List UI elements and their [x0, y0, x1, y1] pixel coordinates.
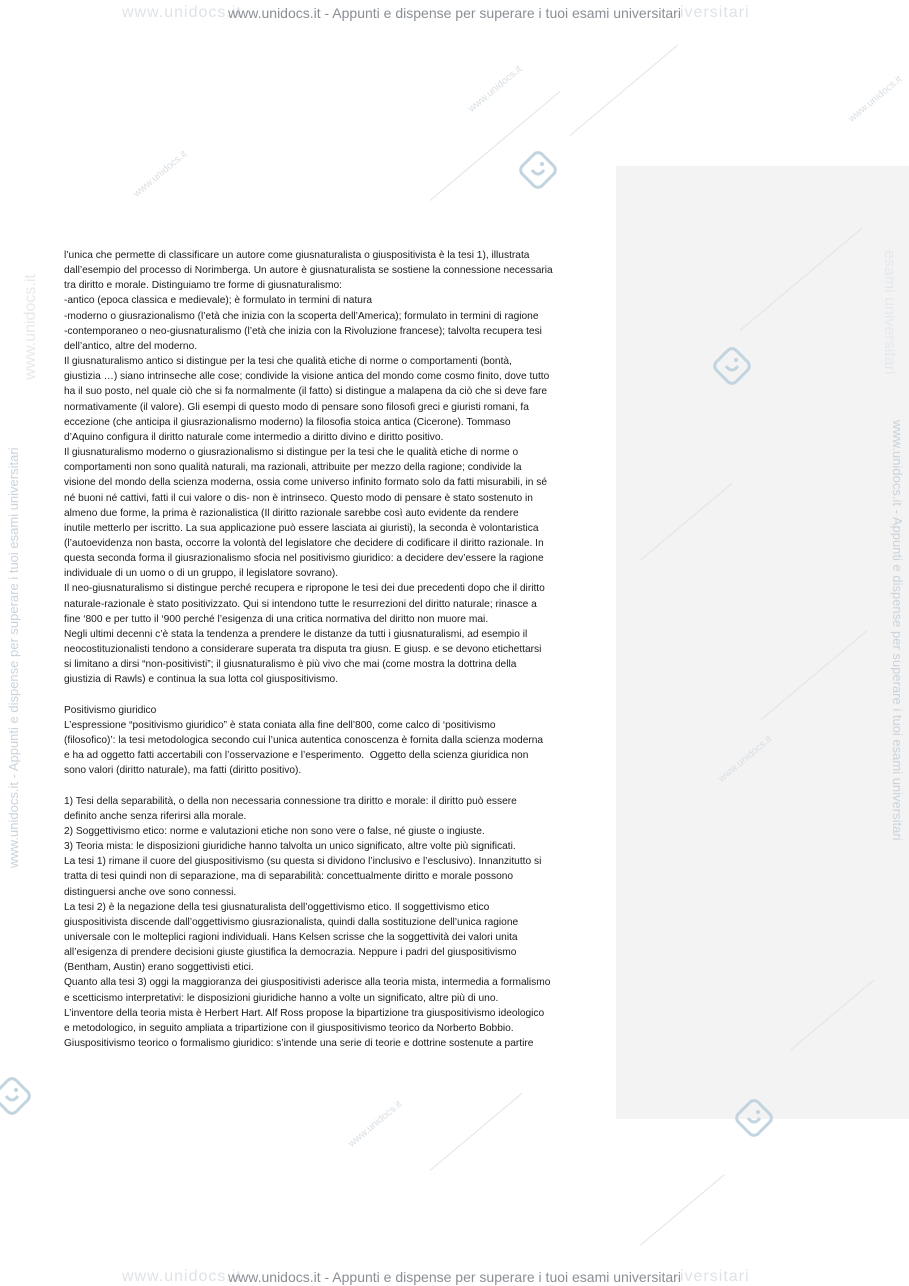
header-watermark-ghost: www.unidocs.it	[122, 4, 242, 21]
text-line: (l’autoevidenza non basta, occorre la volontà del legislatore che decidere di codificare il diritto razionale. In	[64, 537, 544, 549]
text-line: né buoni né cattivi, fatti il cui valore o dis- non è intrinseco. Questo modo di pensare è stato sostenuto in	[64, 492, 533, 504]
blank-line	[64, 778, 612, 793]
unidocs-logo-icon	[712, 346, 752, 386]
text-line: e metodologico, in seguito ampliata a tripartizione con il giuspositivismo teorico da Norberto Bobbio.	[64, 1022, 514, 1034]
text-line: -moderno o giusrazionalismo (l’età che inizia con la scoperta dell’America); formulato in termini di ragione	[64, 310, 539, 322]
text-line: dell’antico, altre del moderno.	[64, 340, 198, 352]
text-line: si limitano a dirsi “non-positivisti”; il giusnaturalismo è più vivo che mai (come mostra la dottrina della	[64, 659, 517, 671]
text-line: tra diritto e morale. Distinguiamo tre forme di giusnaturalismo:	[64, 280, 343, 292]
text-line: dall’esempio del processo di Norimberga. Un autore è giusnaturalista se sostiene la connessione necessaria	[64, 265, 553, 277]
text-line: neocostituzionalisti tendono a considerare superata tra disputa tra giusn. E giusp. e se devono etichettarsi	[64, 644, 542, 656]
text-line: 3) Teoria mista: le disposizioni giuridiche hanno talvolta un unico significato, altre volte più significati.	[64, 841, 516, 853]
left-watermark-ghost: www.unidocs.it	[22, 274, 39, 380]
text-line: e ha ad oggetto fatti accertabili con l’osservazione e l’esperimento. Oggetto della scienza giuridica non	[64, 750, 529, 762]
text-line: comportamenti non sono qualità naturali, ma razionali, attribuite per mezzo della ragione; condivide la	[64, 462, 522, 474]
text-line: definito anche senza riferirsi alla morale.	[64, 810, 247, 822]
header-watermark-text: www.unidocs.it - Appunti e dispense per superare i tuoi esami universitari	[228, 5, 681, 21]
text-line: fine ‘800 e per tutto il ‘900 perché l’esigenza di una critica normativa del diritto non muore mai.	[64, 613, 489, 625]
text-line: Giuspositivismo teorico o formalismo giuridico: s’intende una serie di teorie e dottrine sostenute a partire	[64, 1038, 534, 1050]
text-line: Il giusnaturalismo moderno o giusrazionalismo si distingue per la tesi che le qualità etiche di norme o	[64, 447, 519, 459]
right-watermark-text: www.unidocs.it - Appunti e dispense per superare i tuoi esami universitari	[890, 420, 905, 841]
unidocs-logo-icon	[0, 1076, 32, 1116]
text-line: Il neo-giusnaturalismo si distingue perché recupera e ripropone le tesi dei due precedenti dopo che il diritto	[64, 583, 545, 595]
text-line: Quanto alla tesi 3) oggi la maggioranza dei giuspositivisti aderisce alla teoria mista, intermedia a formalismo	[64, 977, 551, 989]
text-line: l’unica che permette di classificare un autore come giusnaturalista o giuspositivista è la tesi 1), illustrata	[64, 250, 530, 261]
text-line: universale con le molteplici ragioni individuali. Hans Kelsen scrisse che la soggettività dei valori unita	[64, 932, 518, 943]
footer-watermark-ghost-right: iversitari	[680, 1268, 750, 1285]
header-watermark	[0, 2, 909, 24]
text-line: 1) Tesi della separabilità, o della non necessaria connessione tra diritto e morale: il diritto può essere	[64, 795, 517, 807]
text-line: individuale di un uomo o di un gruppo, il legislatore sovrano).	[64, 568, 339, 580]
text-line: questa seconda forma il giusrazionalismo sfocia nel positivismo giuridico: a decidere dev’essere la ragione	[64, 553, 544, 565]
watermark-line	[570, 45, 678, 136]
text-line: normativamente (il valore). Gli esempi di questo modo di pensare sono filosofi greci e giuristi romani, fa	[64, 401, 529, 413]
section-heading: Positivismo giuridico	[64, 704, 157, 716]
text-line: Negli ultimi decenni c’è stata la tendenza a prendere le distanze da tutti i giusnaturalismi, ad esempio il	[64, 628, 528, 640]
watermark-diagonal-text: www.unidocs.it	[466, 63, 525, 115]
left-watermark-text: www.unidocs.it - Appunti e dispense per superare i tuoi esami universitari	[6, 447, 21, 868]
text-line: all’esigenza di prendere decisioni giuste giustifica la democrazia. Neppure i padri del giuspositivismo	[64, 947, 517, 959]
text-line: Il giusnaturalismo antico si distingue per la tesi che qualità etiche di norme o comportamenti (bontà,	[64, 356, 512, 368]
header-watermark-ghost-right: iversitari	[680, 4, 750, 21]
text-line: L’espressione “positivismo giuridico” è stata coniata alla fine dell’800, come calco di ‘positivismo	[64, 719, 496, 731]
text-line: eccezione (che anticipa il giusrazionalismo moderno) la filosofia stoica antica (Cicerone). Tommaso	[64, 416, 511, 428]
text-line: L’inventore della teoria mista è Herbert Hart. Alf Ross propose la bipartizione tra giuspositivismo ideologico	[64, 1007, 545, 1019]
text-line: (Bentham, Austin) erano soggettivisti etici.	[64, 962, 254, 974]
watermark-line	[430, 1093, 523, 1171]
footer-watermark-text: www.unidocs.it - Appunti e dispense per superare i tuoi esami universitari	[228, 1269, 681, 1285]
footer-watermark-ghost: www.unidocs.it	[122, 1268, 242, 1285]
watermark-diagonal-text: www.unidocs.it	[846, 73, 905, 125]
watermark-line	[640, 1174, 725, 1245]
watermark-diagonal-text: www.unidocs.it	[716, 733, 775, 785]
text-line: inutile metterlo per iscritto. La sua applicazione può essere lasciata ai giuristi), la seconda è volontaristica	[64, 522, 539, 534]
text-line: tratta di tesi quindi non di separazione, ma di separabilità: concettualmente diritto e morale possono	[64, 871, 514, 883]
text-line: almeno due forme, la prima è razionalistica (Il diritto razionale sarebbe così auto evidente da rendere	[64, 507, 519, 519]
text-line: distinguersi anche ove sono connessi.	[64, 886, 237, 898]
text-line: -antico (epoca classica e medievale); è formulato in termini di natura	[64, 295, 373, 307]
text-line: sono valori (diritto naturale), ma fatti (diritto positivo).	[64, 765, 302, 777]
text-line: (filosofico)’: la tesi metodologica secondo cui l’unica autentica conoscenza è fornita dalla scienza moderna	[64, 734, 544, 746]
text-line: 2) Soggettivismo etico: norme e valutazioni etiche non sono vere o false, né giuste o ingiuste.	[64, 825, 485, 837]
footer-watermark	[0, 1266, 909, 1286]
text-line: giustizia di Rawls) e continua la sua lotta col giuspositivismo.	[64, 674, 339, 686]
blank-line	[64, 688, 612, 703]
text-line: d’Aquino configura il diritto naturale come intermedio a diritto divino e diritto positivo.	[64, 431, 444, 443]
text-line: giustizia …) siano intrinseche alle cose; condivide la visione antica del mondo come cosmo finito, dove tutto	[64, 371, 550, 383]
side-panel	[616, 166, 909, 1119]
watermark-diagonal-text: www.unidocs.it	[131, 148, 190, 200]
text-line: -contemporaneo o neo-giusnaturalismo (l’età che inizia con la Rivoluzione francese); talvolta recupera tesi	[64, 325, 542, 337]
text-line: La tesi 2) è la negazione della tesi giusnaturalista dell’oggettivismo etico. Il soggettivismo etico	[64, 901, 490, 913]
watermark-diagonal-text: www.unidocs.it	[346, 1098, 405, 1150]
text-line: e scetticismo interpretativi: le disposizioni giuridiche hanno a volte un significato, altre più di uno.	[64, 992, 499, 1004]
unidocs-logo-icon	[518, 150, 558, 190]
text-line: giuspositivista discende dall’oggettivismo giusrazionalista, quindi dalla sostituzione dell’unica ragione	[64, 916, 519, 928]
text-line: naturale-razionale è stato positivizzato. Qui si intendono tutte le resurrezioni del diritto naturale; rinasce a	[64, 598, 537, 610]
unidocs-logo-icon	[734, 1098, 774, 1138]
text-line: visione del mondo della scienza moderna, ossia come universo infinito formato solo da fatti misurabili, in sé	[64, 477, 548, 489]
right-watermark-ghost: esami universitari	[881, 250, 898, 375]
document-body	[64, 248, 612, 1051]
text-line: ha il suo posto, nel quale ciò che si fa normalmente (il fatto) si distingue a malapena da ciò che si deve fare	[64, 386, 548, 398]
text-line: La tesi 1) rimane il cuore del giuspositivismo (su questa si dividono l’inclusivo e l’esclusivo). Innanzitutto si	[64, 856, 542, 868]
